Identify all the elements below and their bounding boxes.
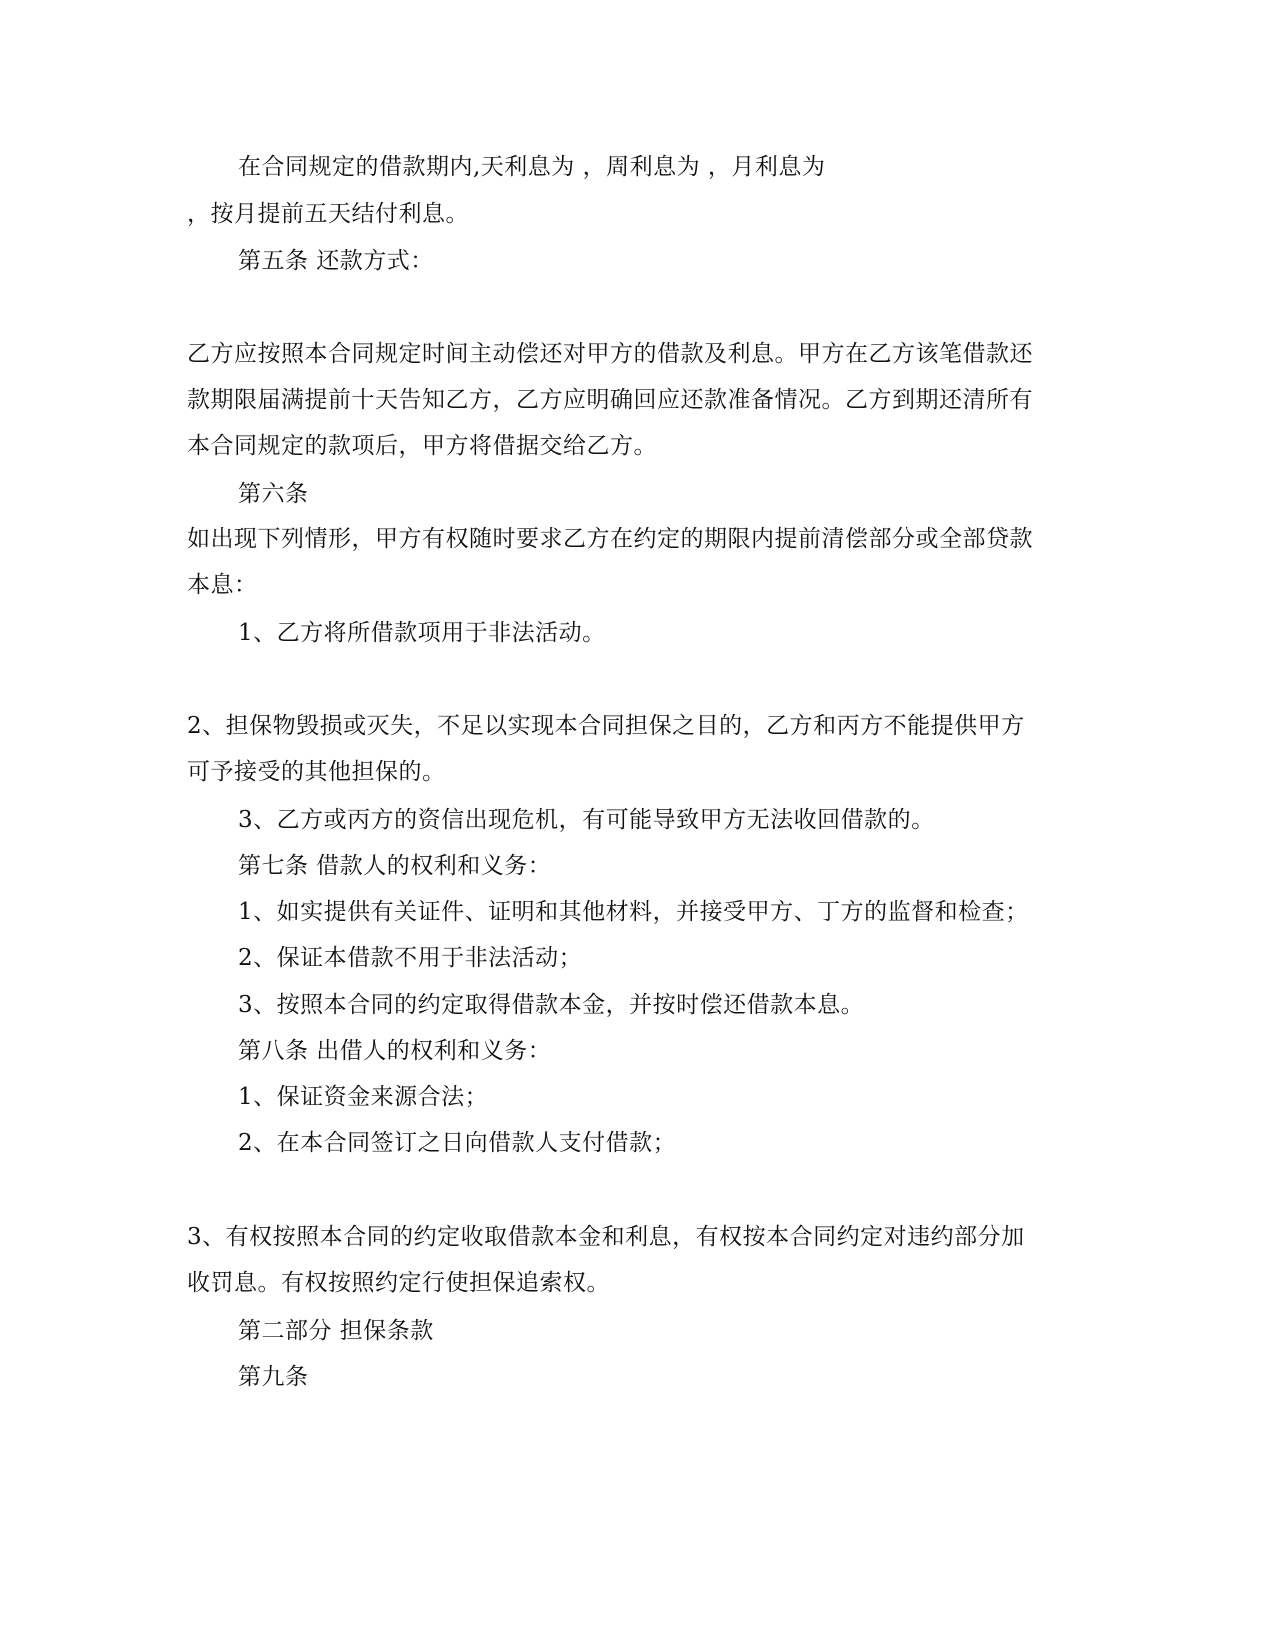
article-8-item-3-line-2: 收罚息。有权按照约定行使担保追索权。 (187, 1270, 610, 1296)
article-6-heading: 第六条 (238, 481, 309, 507)
interest-payment-line: ，按月提前五天结付利息。 (187, 201, 469, 227)
article-8-item-3-line-1: 3、有权按照本合同的约定收取借款本金和利息，有权按本合同约定对违约部分加 (187, 1224, 1025, 1250)
repayment-paragraph-line-2: 款期限届满提前十天告知乙方，乙方应明确回应还款准备情况。乙方到期还清所有 (187, 387, 1033, 413)
article-7-item-3: 3、按照本合同的约定取得借款本金，并按时偿还借款本息。 (238, 992, 865, 1018)
article-9-heading: 第九条 (238, 1364, 309, 1390)
article-8-item-1: 1、保证资金来源合法； (238, 1084, 489, 1110)
early-repayment-paragraph-line-1: 如出现下列情形，甲方有权随时要求乙方在约定的期限内提前清偿部分或全部贷款 (187, 526, 1033, 552)
article-7-item-2: 2、保证本借款不用于非法活动； (238, 945, 583, 971)
article-7-item-1: 1、如实提供有关证件、证明和其他材料，并接受甲方、丁方的监督和检查； (238, 899, 1029, 925)
early-repayment-paragraph-line-2: 本息： (187, 572, 258, 598)
article-6-item-2-line-1: 2、担保物毁损或灭失，不足以实现本合同担保之目的，乙方和丙方不能提供甲方 (187, 713, 1025, 739)
article-8-heading: 第八条 出借人的权利和义务： (238, 1038, 552, 1064)
article-8-item-2: 2、在本合同签订之日向借款人支付借款； (238, 1130, 677, 1156)
repayment-paragraph-line-1: 乙方应按照本合同规定时间主动偿还对甲方的借款及利息。甲方在乙方该笔借款还 (187, 341, 1033, 367)
article-7-heading: 第七条 借款人的权利和义务： (238, 853, 552, 879)
article-6-item-1: 1、乙方将所借款项用于非法活动。 (238, 620, 606, 646)
repayment-paragraph-line-3: 本合同规定的款项后，甲方将借据交给乙方。 (187, 433, 657, 459)
part-2-heading: 第二部分 担保条款 (238, 1318, 434, 1344)
interest-terms-line: 在合同规定的借款期内,天利息为 ，周利息为 ，月利息为 (238, 154, 826, 180)
article-5-heading: 第五条 还款方式： (238, 248, 434, 274)
article-6-item-2-line-2: 可予接受的其他担保的。 (187, 759, 446, 785)
article-6-item-3: 3、乙方或丙方的资信出现危机，有可能导致甲方无法收回借款的。 (238, 807, 935, 833)
